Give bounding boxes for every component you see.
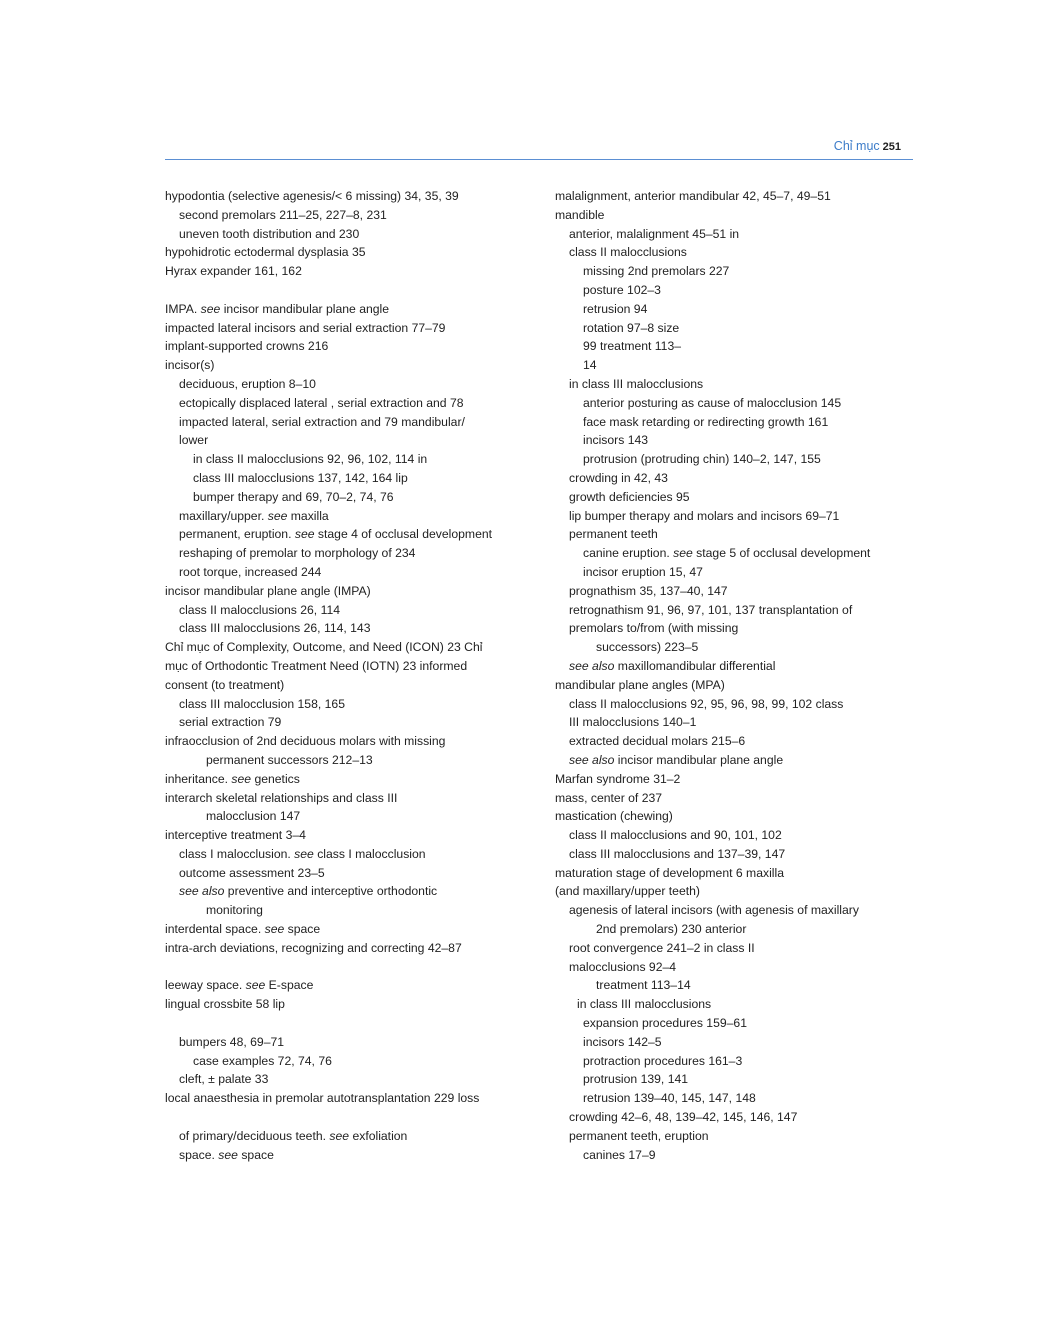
right-index-entry: retrusion 94 <box>583 301 648 316</box>
entry-text: leeway space. <box>165 978 246 993</box>
entry-spacer <box>165 281 535 300</box>
left-index-entry: malocclusion 147 <box>206 809 301 824</box>
right-index-entry: in class III malocclusions <box>577 997 712 1012</box>
right-index-entry <box>555 657 915 676</box>
left-index-entry: implant-supported crowns 216 <box>165 339 329 354</box>
right-index-entry: retrusion 139–40, 145, 147, 148 <box>583 1091 756 1106</box>
right-index-entry: incisors 143 <box>583 433 649 448</box>
index-column-right <box>555 187 915 1164</box>
left-index-entry: bumpers 48, 69–71 <box>179 1034 285 1049</box>
right-index-entry: malalignment, anterior mandibular 42, 45–7, 49–51 <box>555 189 831 203</box>
right-index-entry: mastication (chewing) <box>555 809 673 824</box>
entry-target: E-space <box>265 978 314 993</box>
right-index-entry: canines 17–9 <box>583 1147 656 1162</box>
right-index-entry: treatment 113–14 <box>596 978 691 993</box>
right-index-entry <box>555 751 915 770</box>
left-index-entry: impacted lateral incisors and serial extraction 77–79 <box>165 320 446 335</box>
see-reference: see <box>264 922 285 937</box>
see-reference: see <box>267 508 288 523</box>
right-index-entry: root convergence 241–2 in class II <box>569 940 755 955</box>
right-index-entry: face mask retarding or redirecting growth 161 <box>583 414 829 429</box>
left-index-entry: ectopically displaced lateral , serial extraction and 78 <box>179 395 464 410</box>
right-index-entry: mandible <box>555 207 605 222</box>
left-index-entry <box>165 300 535 319</box>
left-index-entry: infraocclusion of 2nd deciduous molars with missing <box>165 734 446 749</box>
right-index-entry: 14 <box>583 358 597 373</box>
right-index-entry: successors) 223–5 <box>596 640 699 655</box>
see-reference: see <box>294 527 315 542</box>
right-index-entry: agenesis of lateral incisors (with agenesis of maxillary <box>569 903 859 918</box>
entry-text: interdental space. <box>165 922 265 937</box>
left-index-entry: permanent successors 212–13 <box>206 752 373 767</box>
left-index-entry <box>165 507 535 526</box>
entry-target: maxilla <box>287 508 329 523</box>
right-index-entry: anterior posturing as cause of malocclusion 145 <box>583 395 842 410</box>
left-index-entry <box>165 920 535 939</box>
left-index-entry: Chỉ mục of Complexity, Outcome, and Need (ICON) 23 Chỉ <box>165 640 483 655</box>
right-index-entry: protrusion (protruding chin) 140–2, 147, 155 <box>583 452 821 467</box>
left-index-entry: impacted lateral, serial extraction and 79 mandibular/ <box>179 414 465 429</box>
left-index-entry: reshaping of premolar to morphology of 234 <box>179 546 416 561</box>
left-index-entry: lingual crossbite 58 lip <box>165 997 285 1012</box>
right-index-entry: class II malocclusions <box>569 245 687 260</box>
left-index-entry: hypodontia (selective agenesis/< 6 missing) 34, 35, 39 <box>165 189 459 203</box>
right-index-entry: crowding in 42, 43 <box>569 470 668 485</box>
entry-target: preventive and interceptive orthodontic <box>224 884 438 899</box>
entry-target: exfoliation <box>349 1128 408 1143</box>
left-index-entry <box>165 525 535 544</box>
left-index-entry: case examples 72, 74, 76 <box>193 1053 332 1068</box>
entry-text: IMPA. <box>165 301 201 316</box>
entry-target: stage 4 of occlusal development <box>314 527 493 542</box>
right-index-entry: retrognathism 91, 96, 97, 101, 137 transplantation of <box>569 602 853 617</box>
right-index-entry: crowding 42–6, 48, 139–42, 145, 146, 147 <box>569 1110 798 1125</box>
right-index-entry: prognathism 35, 137–40, 147 <box>569 583 728 598</box>
entry-target: class I malocclusion <box>313 846 426 861</box>
left-index-entry: Hyrax expander 161, 162 <box>165 264 302 279</box>
see-reference: see also <box>569 752 615 767</box>
entry-text: canine eruption. <box>583 546 674 561</box>
left-index-entry: local anaesthesia in premolar autotransplantation 229 loss <box>165 1091 480 1106</box>
left-index-entry: class III malocclusions 26, 114, 143 <box>179 621 371 636</box>
left-index-entry <box>165 845 535 864</box>
right-index-entry: growth deficiencies 95 <box>569 489 690 504</box>
see-reference: see <box>673 546 693 561</box>
entry-target: maxillomandibular differential <box>614 658 776 673</box>
left-index-entry: lower <box>179 433 209 448</box>
right-index-entry: III malocclusions 140–1 <box>569 715 697 730</box>
see-reference: see also <box>179 884 225 899</box>
entry-target: genetics <box>251 771 300 786</box>
right-index-entry: 99 treatment 113– <box>583 339 682 354</box>
right-index-entry: mass, center of 237 <box>555 790 663 805</box>
right-index-entry: protrusion 139, 141 <box>583 1072 689 1087</box>
left-index-entry: cleft, ± palate 33 <box>179 1072 269 1087</box>
right-index-entry: mandibular plane angles (MPA) <box>555 677 725 692</box>
page-number: 251 <box>882 141 901 153</box>
right-index-entry: maturation stage of development 6 maxilla <box>555 865 784 880</box>
entry-text: space. <box>179 1147 219 1162</box>
entry-target: incisor mandibular plane angle <box>220 301 390 316</box>
right-index-entry: in class III malocclusions <box>569 376 704 391</box>
right-index-entry: class II malocclusions 92, 95, 96, 98, 99, 102 class <box>569 696 844 711</box>
right-index-entry: class II malocclusions and 90, 101, 102 <box>569 828 782 843</box>
left-index-entry: deciduous, eruption 8–10 <box>179 376 316 391</box>
left-index-entry: incisor mandibular plane angle (IMPA) <box>165 583 371 598</box>
right-index-entry: anterior, malalignment 45–51 in <box>569 226 740 241</box>
entry-target: space <box>284 922 321 937</box>
right-index-entry: premolars to/from (with missing <box>569 621 739 636</box>
running-head-title: Chỉ mục <box>833 139 880 153</box>
entry-text: permanent, eruption. <box>179 527 295 542</box>
right-index-entry: 2nd premolars) 230 anterior <box>596 922 747 937</box>
right-index-entry: missing 2nd premolars 227 <box>583 264 730 279</box>
right-index-entry: posture 102–3 <box>583 282 661 297</box>
entry-target: incisor mandibular plane angle <box>614 752 784 767</box>
left-index-entry: class III malocclusion 158, 165 <box>179 696 345 711</box>
right-index-entry: Marfan syndrome 31–2 <box>555 771 681 786</box>
left-index-entry: class III malocclusions 137, 142, 164 lip <box>193 470 408 485</box>
left-index-entry: mục of Orthodontic Treatment Need (IOTN) 23 informed <box>165 658 468 673</box>
left-index-entry: root torque, increased 244 <box>179 564 322 579</box>
left-index-entry <box>165 882 535 901</box>
entry-text: maxillary/upper. <box>179 508 268 523</box>
right-index-entry: (and maxillary/upper teeth) <box>555 884 700 899</box>
left-index-entry: monitoring <box>206 903 263 918</box>
left-index-entry <box>165 976 535 995</box>
see-reference: see <box>245 978 266 993</box>
right-index-entry: permanent teeth <box>569 527 658 542</box>
entry-target: stage 5 of occlusal development <box>692 546 871 561</box>
left-index-entry: bumper therapy and 69, 70–2, 74, 76 <box>193 489 394 504</box>
left-index-entry: uneven tooth distribution and 230 <box>179 226 360 241</box>
right-index-entry: class III malocclusions and 137–39, 147 <box>569 846 786 861</box>
left-index-entry: second premolars 211–25, 227–8, 231 <box>179 207 387 222</box>
right-index-entry <box>555 544 915 563</box>
running-head <box>834 139 901 153</box>
entry-text: inheritance. <box>165 771 232 786</box>
entry-spacer <box>165 958 535 977</box>
right-index-entry: incisors 142–5 <box>583 1034 662 1049</box>
right-index-entry: rotation 97–8 size <box>583 320 680 335</box>
see-reference: see <box>294 846 314 861</box>
right-index-entry: protraction procedures 161–3 <box>583 1053 743 1068</box>
right-index-entry: extracted decidual molars 215–6 <box>569 734 746 749</box>
left-index-entry: class II malocclusions 26, 114 <box>179 602 340 617</box>
left-index-entry: outcome assessment 23–5 <box>179 865 325 880</box>
entry-target: space <box>237 1147 274 1162</box>
left-index-entry: interceptive treatment 3–4 <box>165 828 306 843</box>
right-index-entry: lip bumper therapy and molars and incisors 69–71 <box>569 508 840 523</box>
left-index-entry <box>165 770 535 789</box>
entry-text: class I malocclusion. <box>179 846 295 861</box>
left-index-entry: serial extraction 79 <box>179 715 282 730</box>
left-index-entry: in class II malocclusions 92, 96, 102, 114 in <box>193 452 428 467</box>
entry-text: of primary/deciduous teeth. <box>179 1128 330 1143</box>
see-reference: see also <box>569 658 615 673</box>
right-index-entry: permanent teeth, eruption <box>569 1128 709 1143</box>
see-reference: see <box>231 771 252 786</box>
entry-spacer <box>165 1014 535 1033</box>
right-index-entry: malocclusions 92–4 <box>569 959 677 974</box>
see-reference: see <box>218 1147 238 1162</box>
left-index-entry: consent (to treatment) <box>165 677 285 692</box>
see-reference: see <box>200 301 221 316</box>
running-header <box>165 138 913 160</box>
right-index-entry: expansion procedures 159–61 <box>583 1016 747 1031</box>
index-column-left <box>165 187 535 1164</box>
left-index-entry <box>165 1146 535 1165</box>
left-index-entry: hypohidrotic ectodermal dysplasia 35 <box>165 245 366 260</box>
entry-spacer <box>165 1108 535 1127</box>
left-index-entry: interarch skeletal relationships and class III <box>165 790 398 805</box>
left-index-entry <box>165 1127 535 1146</box>
right-index-entry: incisor eruption 15, 47 <box>583 564 703 579</box>
left-index-entry: intra-arch deviations, recognizing and correcting 42–87 <box>165 940 462 955</box>
see-reference: see <box>329 1128 350 1143</box>
left-index-entry: incisor(s) <box>165 358 215 373</box>
